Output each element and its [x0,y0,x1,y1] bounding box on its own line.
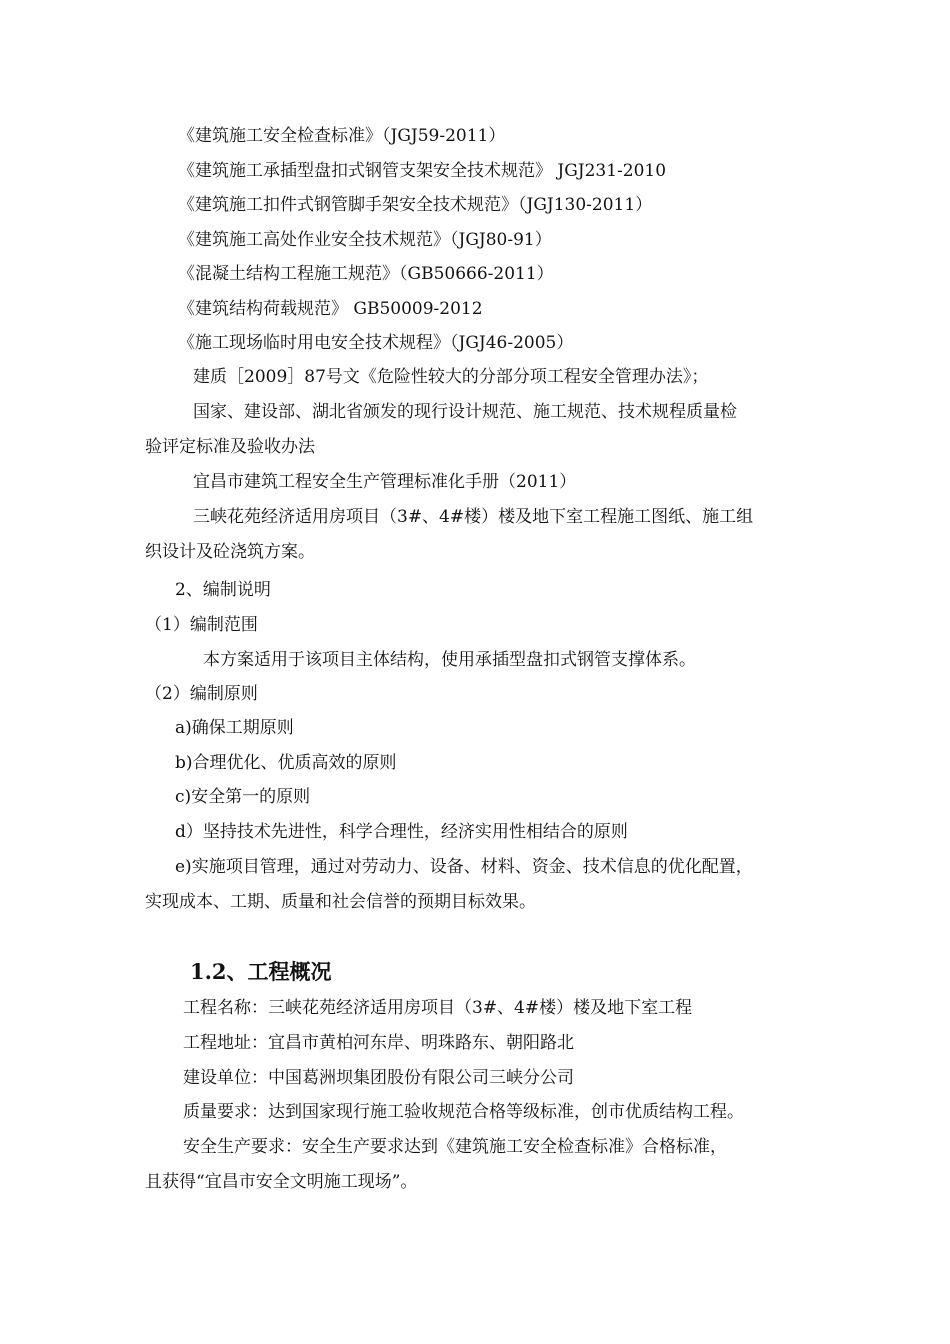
reference-line: 《施工现场临时用电安全技术规程》（JGJ46-2005） [178,333,574,353]
principle-item: c)安全第一的原则 [175,787,311,807]
principle-item: d）坚持技术先进性，科学合理性，经济实用性相结合的原则 [175,822,628,842]
reference-line: 《建筑施工承插型盘扣式钢管支架安全技术规范》 JGJ231-2010 [178,161,667,181]
principle-item: a)确保工期原则 [175,718,294,738]
reference-line: 建质［2009］87号文《危险性较大的分部分项工程安全管理办法》； [193,367,709,387]
reference-line: 《建筑施工高处作业安全技术规范》（JGJ80-91） [178,230,552,250]
overview-line: 质量要求：达到国家现行施工验收规范合格等级标准，创市优质结构工程。 [183,1102,744,1122]
section-title: 2、编制说明 [175,580,271,600]
subsection-title: （2）编制原则 [145,684,258,704]
principle-item: b)合理优化、优质高效的原则 [175,753,397,773]
overview-line: 工程地址：宜昌市黄柏河东岸、明珠路东、朝阳路北 [183,1033,574,1053]
scope-text: 本方案适用于该项目主体结构，使用承插型盘扣式钢管支撑体系。 [203,650,696,670]
reference-line: 织设计及砼浇筑方案。 [145,542,315,562]
reference-line: 三峡花苑经济适用房项目（3#、4#楼）楼及地下室工程施工图纸、施工组 [193,507,754,527]
overview-line: 建设单位：中国葛洲坝集团股份有限公司三峡分公司 [183,1068,574,1088]
principle-item: 实现成本、工期、质量和社会信誉的预期目标效果。 [145,892,536,912]
subsection-title: （1）编制范围 [145,615,258,635]
principle-item: e)实施项目管理，通过对劳动力、设备、材料、资金、技术信息的优化配置， [175,857,753,877]
reference-line: 宜昌市建筑工程安全生产管理标准化手册（2011） [193,472,577,492]
reference-line: 《建筑结构荷载规范》 GB50009-2012 [178,299,483,319]
overview-line: 安全生产要求：安全生产要求达到《建筑施工安全检查标准》合格标准， [183,1137,727,1157]
reference-line: 《建筑施工扣件式钢管脚手架安全技术规范》（JGJ130-2011） [178,195,653,215]
overview-line: 且获得“宜昌市安全文明施工现场”。 [145,1172,418,1192]
section-heading: 1.2、工程概况 [190,959,332,984]
overview-line: 工程名称：三峡花苑经济适用房项目（3#、4#楼）楼及地下室工程 [183,998,693,1018]
reference-line: 国家、建设部、湖北省颁发的现行设计规范、施工规范、技术规程质量检 [193,402,737,422]
reference-line: 验评定标准及验收办法 [145,437,315,457]
reference-line: 《混凝土结构工程施工规范》（GB50666-2011） [178,264,554,284]
reference-line: 《建筑施工安全检查标准》（JGJ59-2011） [178,126,506,146]
